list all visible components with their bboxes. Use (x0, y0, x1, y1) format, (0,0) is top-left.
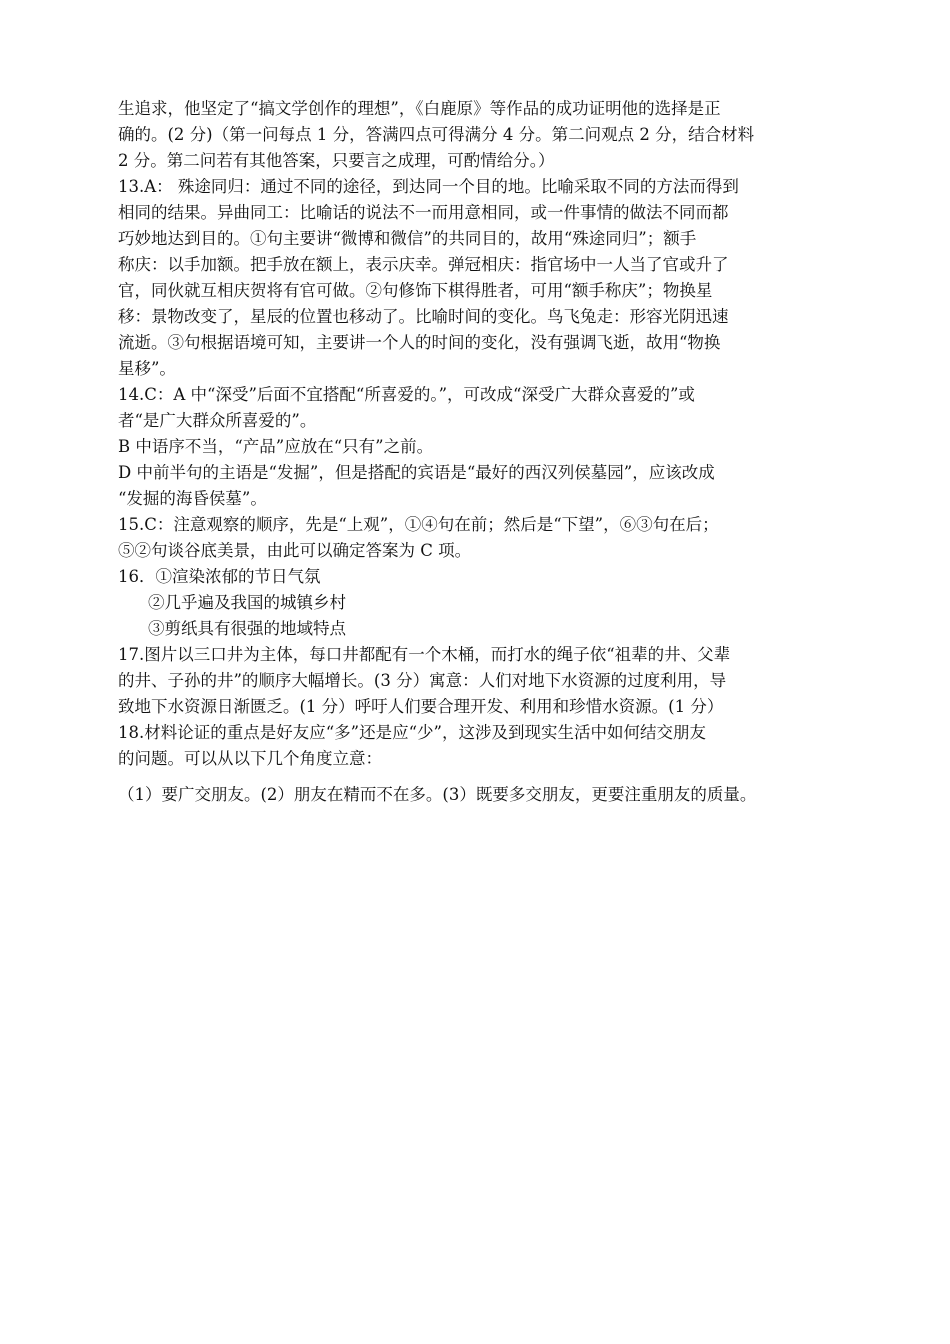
text-line: 16．①渲染浓郁的节日气氛 (118, 567, 321, 586)
text-line: ⑤②句谈谷底美景，由此可以确定答案为 C 项。 (118, 541, 472, 560)
text-line: 相同的结果。异曲同工：比喻话的说法不一而用意相同，或一件事情的做法不同而都 (118, 203, 729, 222)
text-line: 2 分。第二问若有其他答案，只要言之成理，可酌情给分。） (118, 151, 555, 170)
text-line: 移：景物改变了，星辰的位置也移动了。比喻时间的变化。鸟飞兔走：形容光阴迅速 (118, 307, 729, 326)
answer-text-block (118, 96, 838, 808)
text-line: （1）要广交朋友。(2）朋友在精而不在多。(3）既要多交朋友，更要注重朋友的质量。 (118, 785, 757, 804)
text-line: 15.C：注意观察的顺序，先是“上观”，①④句在前；然后是“下望”，⑥③句在后； (118, 515, 719, 534)
text-line: 17.图片以三口井为主体，每口井都配有一个木桶，而打水的绳子依“祖辈的井、父辈 (118, 645, 731, 664)
text-line: 生追求，他坚定了“搞文学创作的理想”，《白鹿原》等作品的成功证明他的选择是正 (118, 99, 721, 118)
text-line: D 中前半句的主语是“发掘”，但是搭配的宾语是“最好的西汉列侯墓园”，应该改成 (118, 463, 715, 482)
text-line: 的问题。可以从以下几个角度立意： (118, 749, 382, 768)
text-line: 星移”。 (118, 359, 176, 378)
text-line: 致地下水资源日渐匮乏。(1 分）呼吁人们要合理开发、利用和珍惜水资源。(1 分） (118, 697, 724, 716)
text-line: 者“是广大群众所喜爱的”。 (118, 411, 317, 430)
text-line: 称庆：以手加额。把手放在额上，表示庆幸。弹冠相庆：指官场中一人当了官或升了 (118, 255, 729, 274)
text-line: ③剪纸具有很强的地域特点 (148, 619, 346, 638)
text-line: “发掘的海昏侯墓”。 (118, 489, 267, 508)
text-line: 确的。(2 分)（第一问每点 1 分，答满四点可得满分 4 分。第二问观点 2 分，结合材料 (118, 125, 755, 144)
text-line: 14.C：A 中“深受”后面不宜搭配“所喜爱的。”，可改成“深受广大群众喜爱的”或 (118, 385, 695, 404)
text-line: 的井、子孙的井”的顺序大幅增长。(3 分）寓意：人们对地下水资源的过度利用，导 (118, 671, 727, 690)
text-line: 18.材料论证的重点是好友应“多”还是应“少”，这涉及到现实生活中如何结交朋友 (118, 723, 706, 742)
text-line: 官，同伙就互相庆贺将有官可做。②句修饰下棋得胜者，可用“额手称庆”；物换星 (118, 281, 713, 300)
text-line: B 中语序不当，“产品”应放在“只有”之前。 (118, 437, 434, 456)
text-line: 13.A： 殊途同归：通过不同的途径，到达同一个目的地。比喻采取不同的方法而得到 (118, 177, 739, 196)
text-line: 流逝。③句根据语境可知，主要讲一个人的时间的变化，没有强调飞逝，故用“物换 (118, 333, 721, 352)
text-line: ②几乎遍及我国的城镇乡村 (148, 593, 346, 612)
text-line: 巧妙地达到目的。①句主要讲“微博和微信”的共同目的，故用“殊途同归”；额手 (118, 229, 697, 248)
